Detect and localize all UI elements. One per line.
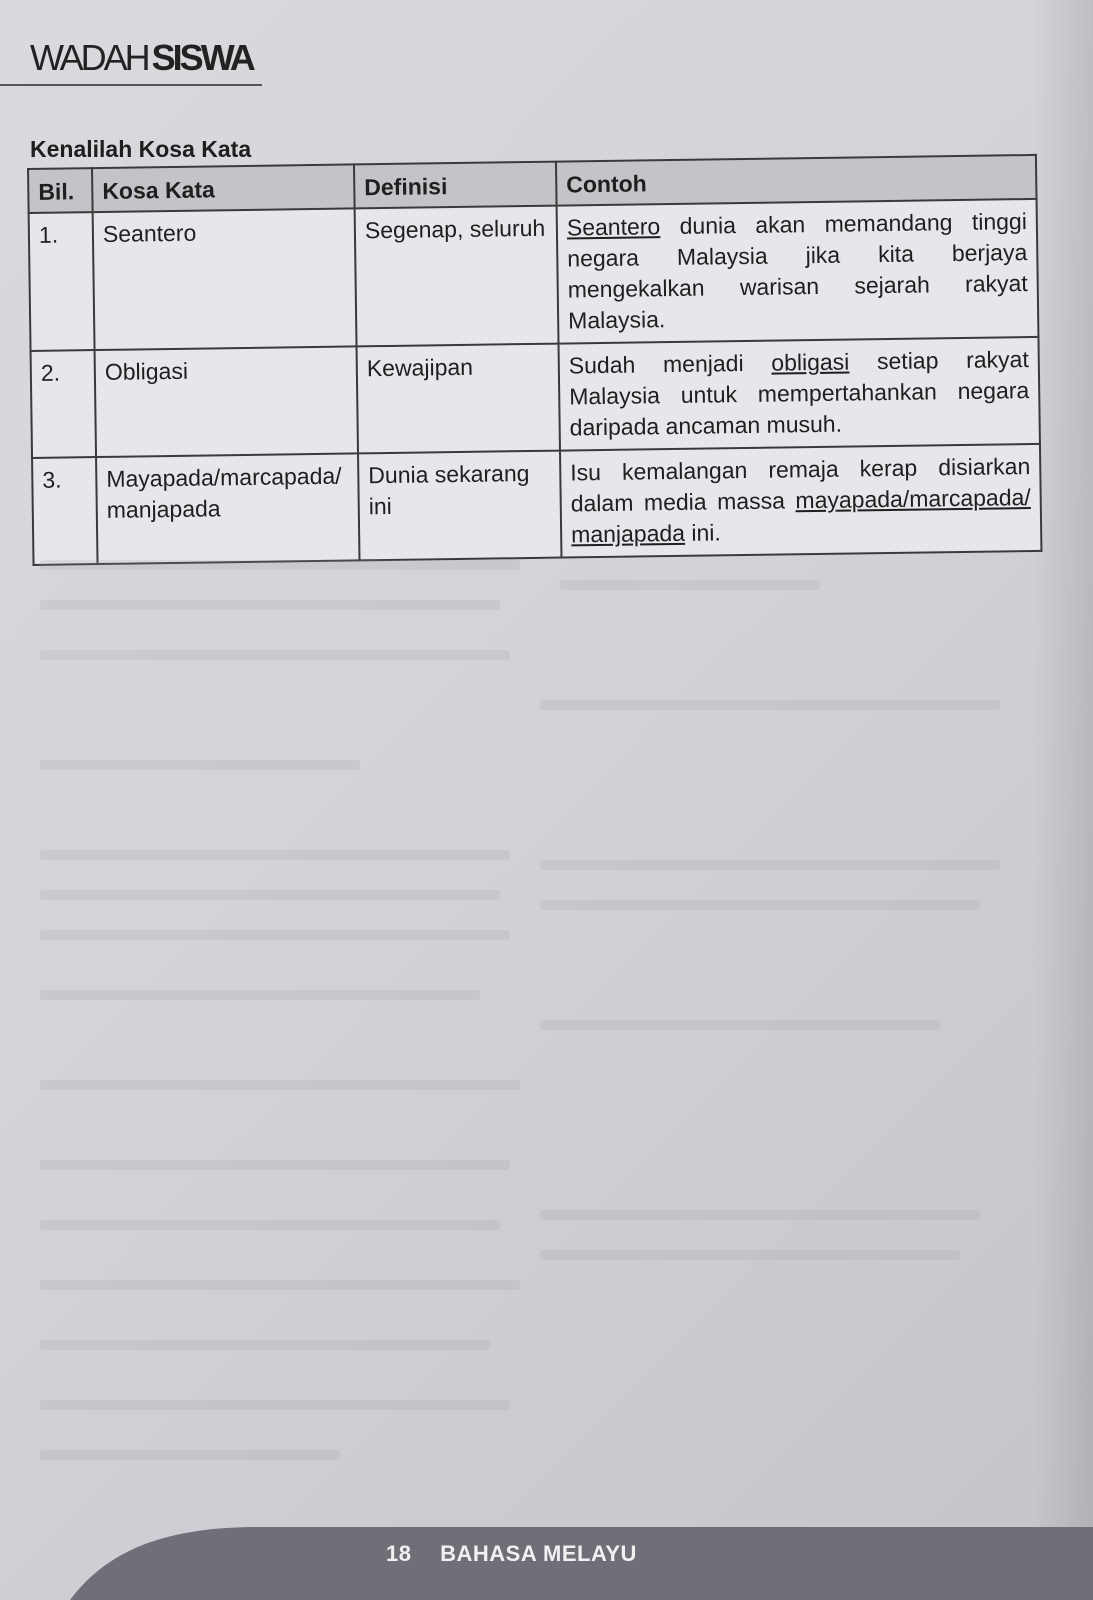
section-title: Kenalilah Kosa Kata	[30, 136, 252, 162]
cell-bil: 3.	[32, 457, 97, 565]
header-kosa-kata: Kosa Kata	[92, 164, 355, 212]
contoh-text-before: Sudah menjadi	[568, 349, 772, 379]
brand-logo	[30, 37, 253, 78]
header-bil: Bil.	[28, 168, 93, 213]
cell-contoh	[559, 337, 1040, 451]
header-contoh: Contoh	[556, 155, 1037, 206]
footer-subject: BAHASA MELAYU	[440, 1541, 637, 1566]
header-definisi: Definisi	[354, 162, 557, 209]
brand-logo-part1: WADAH	[30, 37, 148, 78]
cell-definisi: Dunia sekarang ini	[358, 451, 561, 561]
vocabulary-table	[27, 154, 1042, 566]
reverse-page-bleed-through	[20, 520, 1040, 1510]
contoh-underlined-word: Seantero	[566, 213, 661, 241]
cell-bil: 1.	[29, 212, 95, 351]
contoh-underlined-word: obligasi	[771, 348, 850, 376]
cell-kosa-kata: Seantero	[93, 208, 357, 350]
contoh-text-after: setiap rakyat Malaysia untuk mempertahankan negara daripada ancaman musuh.	[569, 346, 1030, 441]
cell-kosa-kata: Mayapada/marcapada/ manjapada	[96, 453, 359, 564]
cell-bil: 2.	[31, 350, 96, 458]
cell-kosa-kata: Obligasi	[95, 346, 358, 457]
table-row	[31, 337, 1040, 458]
cell-definisi: Segenap, seluruh	[355, 206, 559, 347]
cell-definisi: Kewajipan	[357, 344, 560, 454]
table-row	[29, 199, 1039, 351]
cell-contoh	[557, 199, 1039, 344]
brand-underline	[0, 84, 262, 86]
contoh-text-after: ini.	[684, 519, 721, 546]
contoh-underlined-word: mayapada/marcapada/ manjapada	[570, 484, 1031, 548]
brand-logo-part2: SISWA	[151, 37, 253, 78]
footer-text	[386, 1541, 637, 1567]
page-number: 18	[386, 1541, 412, 1566]
page-edge-shadow	[1033, 0, 1093, 1600]
contoh-text-before: Isu kemalangan remaja kerap disiarkan dalam media massa	[570, 453, 1031, 517]
contoh-text-after: dunia akan memandang tinggi negara Malaysia jika kita berjaya mengekalkan warisan sejarah rakyat Malaysia.	[567, 208, 1028, 334]
